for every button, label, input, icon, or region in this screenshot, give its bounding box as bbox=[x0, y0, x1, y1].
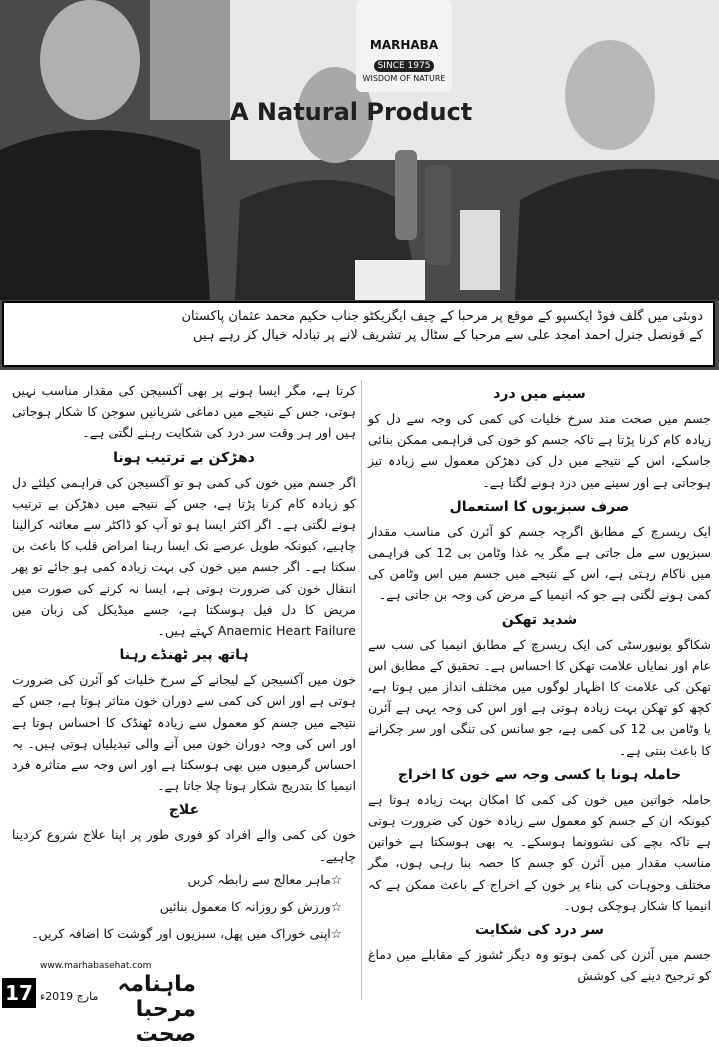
heading-treatment: علاج bbox=[168, 802, 200, 819]
stall-banner: A Natural Product bbox=[230, 98, 473, 126]
heading-severe-fatigue: شدید تھکن bbox=[501, 611, 578, 628]
paragraph-vegetables-only: ایک ریسرچ کے مطابق اگرچہ جسم کو آئرن کی مناسب مقدار سبزیوں سے مل جاتی ہے مگر یہ غذا وٹامن بی 12 کی فراہمی میں ناکام رہتی ہے، اس کے نتیجے میں جسم میں اس وٹامن کی کمی ہونے لگتی ہے جو کہ انیمیا کے مرض کی وجہ بن جاتی ہے۔ bbox=[368, 523, 711, 603]
logo-since-text: SINCE 1975 bbox=[374, 60, 435, 72]
logo-wisdom-text: WISDOM OF NATURE bbox=[362, 74, 446, 83]
heading-cold-hands-feet: ہاتھ پیر ٹھنڈے رہنا bbox=[119, 647, 249, 664]
heading-vegetables-only: صرف سبزیوں کا استعمال bbox=[449, 498, 630, 515]
website-link[interactable]: www.marhabasehat.com bbox=[40, 961, 152, 971]
paragraph-chest-pain: جسم میں صحت مند سرخ خلیات کی کمی کی وجہ سے دل کو زیادہ کام کرنا پڑتا ہے تاکہ جسم کو خون کی فراہمی ممکن بنائی جاسکے، اس کے نتیجے میں دل کی دھڑکن معمول سے زیادہ تیز ہوجاتی ہے اور سینے میں درد ہونے لگتا ہے۔ bbox=[368, 411, 711, 490]
magazine-logo: ماہنامہ مرحبا صحت bbox=[117, 972, 196, 1047]
issue-date: مارچ 2019ء bbox=[40, 990, 99, 1003]
left-column bbox=[12, 380, 356, 950]
marhaba-logo bbox=[356, 0, 452, 92]
list-item: ☆ماہر معالج سے رابطہ کریں bbox=[187, 871, 342, 887]
page-number: 17 bbox=[2, 978, 36, 1008]
heading-pregnancy-blood-loss: حاملہ ہونا یا کسی وجہ سے خون کا اخراج bbox=[397, 766, 682, 783]
heading-irregular-heartbeat: دھڑکن بے ترتیب ہونا bbox=[113, 449, 255, 466]
heading-headache: سر درد کی شکایت bbox=[474, 922, 605, 939]
paragraph-headache-continued: کرتا ہے، مگر ایسا ہونے پر بھی آکسیجن کی مقدار مناسب نہیں ہوتی، جس کے نتیجے میں دماغی شریانیں سوجن کا شکار ہوجاتی ہیں اور ہر وقت سر درد کی شکایت رہنے لگتی ہے۔ bbox=[12, 383, 356, 441]
caption-line-2: کے قونصل جنرل احمد امجد علی سے مرحبا کے سٹال پر تشریف لانے پر تبادلہ خیال کر رہے ہیں bbox=[193, 328, 703, 343]
heading-chest-pain: سینے میں درد bbox=[493, 386, 586, 402]
list-item: ☆ورزش کو روزانہ کا معمول بنائیں bbox=[159, 899, 342, 915]
page-footer bbox=[0, 958, 196, 1047]
paragraph-headache: جسم میں آئرن کی کمی ہوتو وہ دیگر ٹشوز کے مقابلے میں دماغ کو ترجیح دینے کی کوشش bbox=[368, 947, 711, 984]
list-item: ☆اپنی خوراک میں پھل، سبزیوں اور گوشت کا اضافہ کریں۔ bbox=[31, 926, 342, 942]
caption-line-1: دوبئی میں گلف فوڈ ایکسپو کے موقع پر مرحبا کے چیف ایگزیکٹو جناب حکیم محمد عثمان پاکستان bbox=[181, 309, 703, 324]
logo-brand-text: MARHABA bbox=[369, 38, 439, 52]
photo-caption bbox=[2, 301, 715, 367]
right-column bbox=[368, 380, 711, 988]
paragraph-irregular-heartbeat: اگر جسم میں خون کی کمی ہو تو آکسیجن کی فراہمی کیلئے دل کو زیادہ کام کرنا پڑتا ہے، جس کے نتیجے میں دھڑکن بے ترتیب ہونے لگتی ہے۔ اگر اکثر ایسا ہو تو آپ کو ڈاکٹر سے معائنہ کرالینا چاہیے، کیونکہ طویل عرصے تک ایسا رہنا امراض قلب کا باعث بن سکتا ہے۔ اگر جسم میں خون کی بہت زیادہ کمی ہو جائے تو پھر انتقال خون کی ضرورت ہوتی ہے، ایسا نہ کرنے کی صورت میں مریض کا دل فیل ہوسکتا ہے، جسے میڈیکل کی زبان میں Anaemic Heart Failure کہتے ہیں۔ bbox=[12, 474, 356, 639]
paragraph-treatment: خون کی کمی والے افراد کو فوری طور پر اپنا علاج شروع کردینا چاہیے۔ bbox=[12, 827, 356, 864]
column-divider bbox=[361, 380, 362, 1000]
paragraph-pregnancy-blood-loss: حاملہ خواتین میں خون کی کمی کا امکان بہت زیادہ ہوتا ہے کیونکہ ان کے جسم کو معمول سے زیادہ خون کی ضرورت ہوتی ہے تاکہ بچے کی نشوونما ہوسکے۔ یہ بھی ہوسکتا ہے خواتین مناسب مقدار میں آئرن کو جسم کا حصہ بنا رہی ہوں، مگر مختلف وجوہات کی بناء پر خون کے اخراج کے باعث ممکن ہے کہ انیمیا کا شکار ہوچکی ہوں۔ bbox=[368, 791, 711, 913]
paragraph-severe-fatigue: شکاگو یونیورسٹی کی ایک ریسرچ کے مطابق انیمیا کی سب سے عام اور نمایاں علامت تھکن کا احساس ہے۔ تحقیق کے مطابق اس تھکن کی علامت کا اظہار لوگوں میں مختلف انداز میں ہوتا ہے، کچھ کو تھکن بہت زیادہ ہوتی ہے اور اس کی وجہ یہی ہے آئرن یا وٹامن بی 12 کی کمی ہے، جو سانس کی تنگی اور سر چکرانے کا باعث بنتی ہے۔ bbox=[368, 636, 711, 758]
treatment-list bbox=[12, 869, 356, 945]
paragraph-cold-hands-feet: خون میں آکسیجن کے لیجانے کے سرخ خلیات کو آئرن کی ضرورت ہوتی ہے اور اس کی کمی سے دوران خون متاثر ہوتا ہے، جس کے نتیجے میں جسم کو معمول سے زیادہ ٹھنڈک کا احساس ہوتا ہے اور اس کی وجہ دوران خون میں آنے والی تبدیلیاں ہوتی ہیں۔ یہ احساس گرمیوں میں بھی ہوسکتا ہے اور اس وجہ سے متاثرہ فرد انیمیا کا بتدریج شکار ہوتا چلا جاتا ہے۔ bbox=[12, 672, 356, 794]
